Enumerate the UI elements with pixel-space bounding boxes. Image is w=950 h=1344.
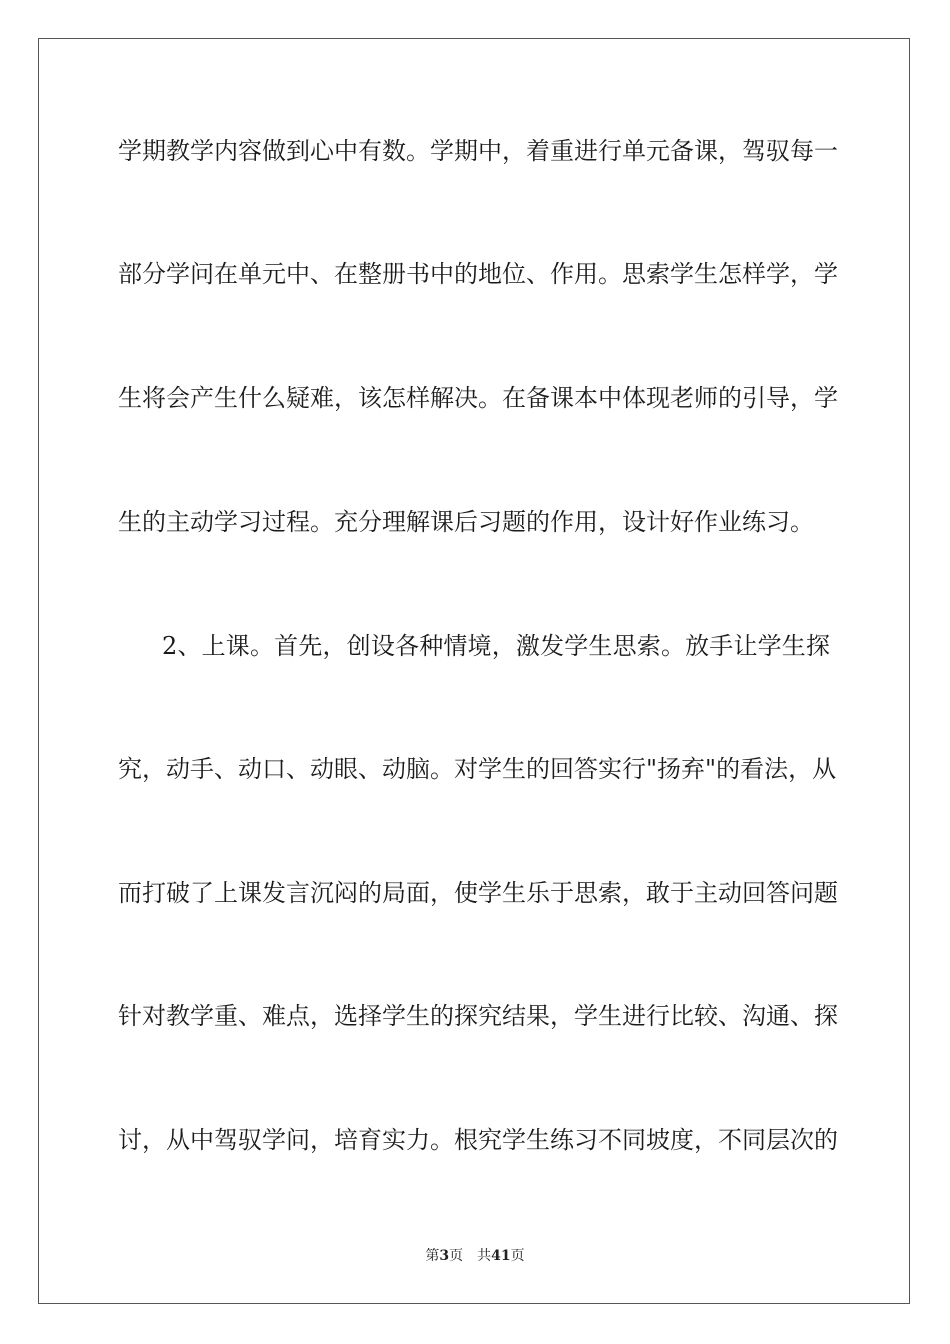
body-line-1: 学期教学内容做到心中有数。学期中，着重进行单元备课，驾驭每一: [118, 137, 838, 165]
body-line-9: 讨，从中驾驭学问，培育实力。根究学生练习不同坡度，不同层次的: [118, 1126, 838, 1154]
footer-page-prefix: 第: [425, 1248, 440, 1264]
footer-page-number: 3: [439, 1248, 450, 1264]
body-line-7: 而打破了上课发言沉闷的局面，使学生乐于思索，敢于主动回答问题: [118, 879, 838, 907]
page-border: [38, 38, 910, 1304]
body-line-5: 2、上课。首先，创设各种情境，激发学生思索。放手让学生探: [162, 632, 830, 660]
body-line-6: 究，动手、动口、动眼、动脑。对学生的回答实行"扬弃"的看法，从: [118, 755, 837, 783]
footer-total-prefix: 共: [477, 1248, 492, 1264]
body-line-2: 部分学问在单元中、在整册书中的地位、作用。思索学生怎样学，学: [118, 260, 838, 288]
footer-total-pages: 41: [491, 1248, 511, 1264]
body-line-4: 生的主动学习过程。充分理解课后习题的作用，设计好作业练习。: [118, 508, 814, 536]
page-footer: [0, 1246, 950, 1266]
body-line-3: 生将会产生什么疑难，该怎样解决。在备课本中体现老师的引导，学: [118, 384, 838, 412]
footer-total-suffix: 页: [510, 1248, 525, 1264]
footer-page-suffix: 页: [449, 1248, 464, 1264]
body-line-8: 针对教学重、难点，选择学生的探究结果，学生进行比较、沟通、探: [118, 1002, 838, 1030]
